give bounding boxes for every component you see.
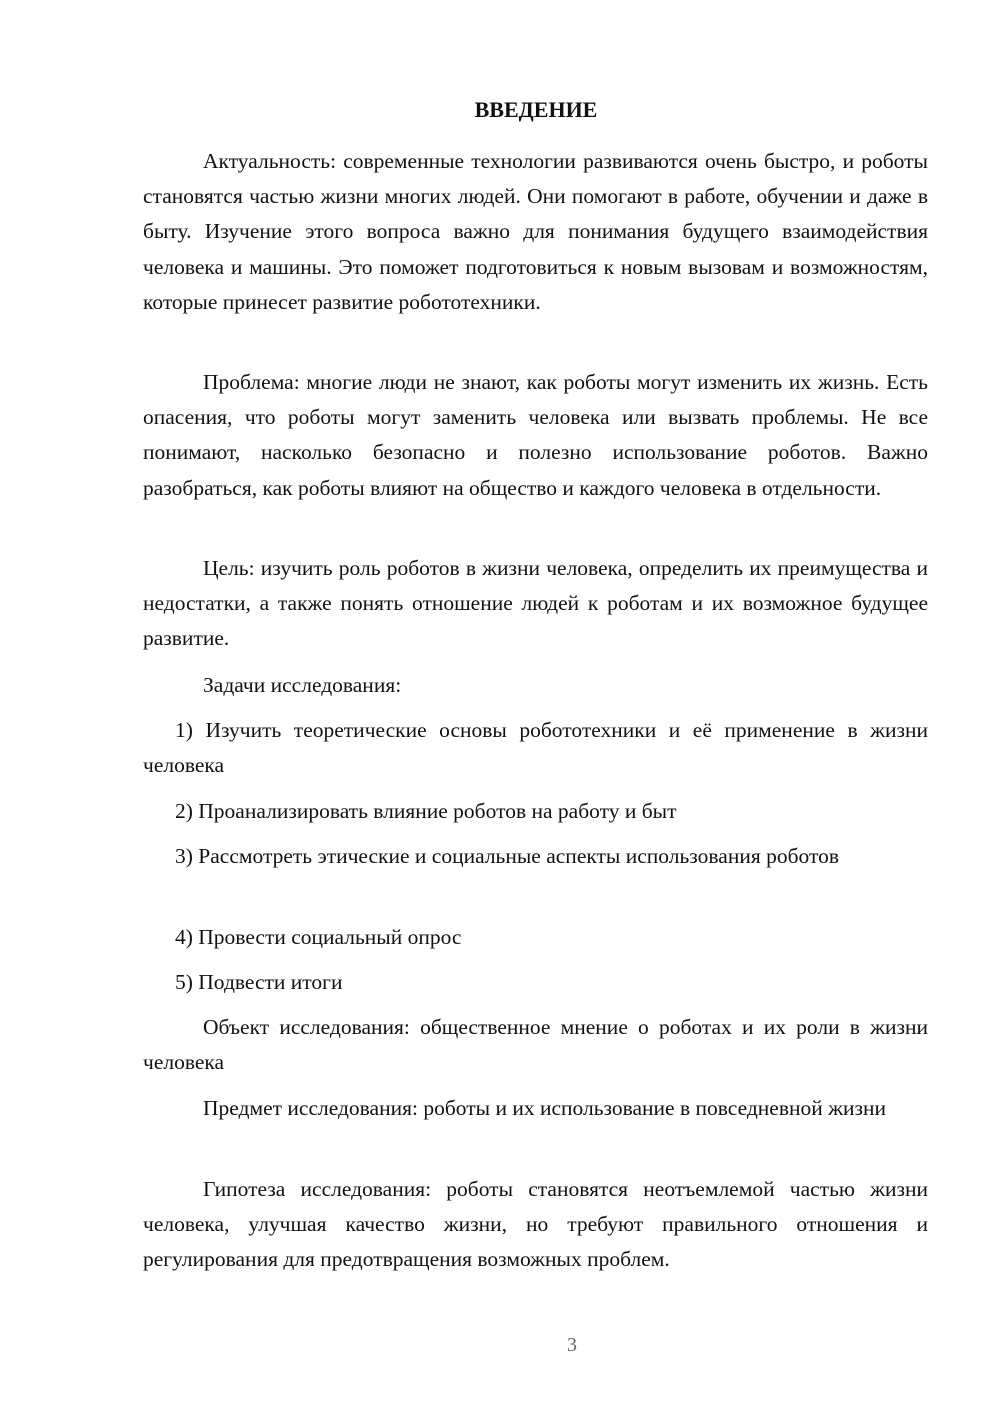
list-item-task-3: 3) Рассмотреть этические и социальные аспекты использования роботов xyxy=(175,844,840,868)
paragraph-object: Объект исследования: общественное мнение о роботах и их роли в жизни человека xyxy=(143,1015,928,1075)
paragraph-subject: Предмет исследования: роботы и их использование в повседневной жизни xyxy=(203,1096,886,1120)
list-item-task-2: 2) Проанализировать влияние роботов на работу и быт xyxy=(175,799,677,823)
paragraph-problem: Проблема: многие люди не знают, как роботы могут изменить их жизнь. Есть опасения, что роботы могут заменить человека или вызвать проблемы. Не все понимают, насколько безопасно и полезно использование роботов. Важно разобраться, как роботы влияют на общество и каждого человека в отдельности. xyxy=(143,370,928,500)
page-number: 3 xyxy=(567,1334,577,1356)
list-item-task-4: 4) Провести социальный опрос xyxy=(175,925,462,949)
list-item-task-5: 5) Подвести итоги xyxy=(175,970,343,994)
page-title: ВВЕДЕНИЕ xyxy=(474,97,598,122)
paragraph-hypothesis: Гипотеза исследования: роботы становятся неотъемлемой частью жизни человека, улучшая качество жизни, но требуют правильного отношения и регулирования для предотвращения возможных проблем. xyxy=(143,1177,928,1272)
paragraph-goal: Цель: изучить роль роботов в жизни человека, определить их преимущества и недостатки, а также понять отношение людей к роботам и их возможное будущее развитие. xyxy=(143,556,928,651)
tasks-heading: Задачи исследования: xyxy=(203,673,402,697)
list-item-task-1: 1) Изучить теоретические основы робототехники и её применение в жизни человека xyxy=(143,718,928,778)
paragraph-relevance: Актуальность: современные технологии развиваются очень быстро, и роботы становятся частью жизни многих людей. Они помогают в работе, обучении и даже в быту. Изучение этого вопроса важно для понимания будущего взаимодействия человека и машины. Это поможет подготовиться к новым вызовам и возможностям, которые принесет развитие робототехники. xyxy=(143,149,928,314)
